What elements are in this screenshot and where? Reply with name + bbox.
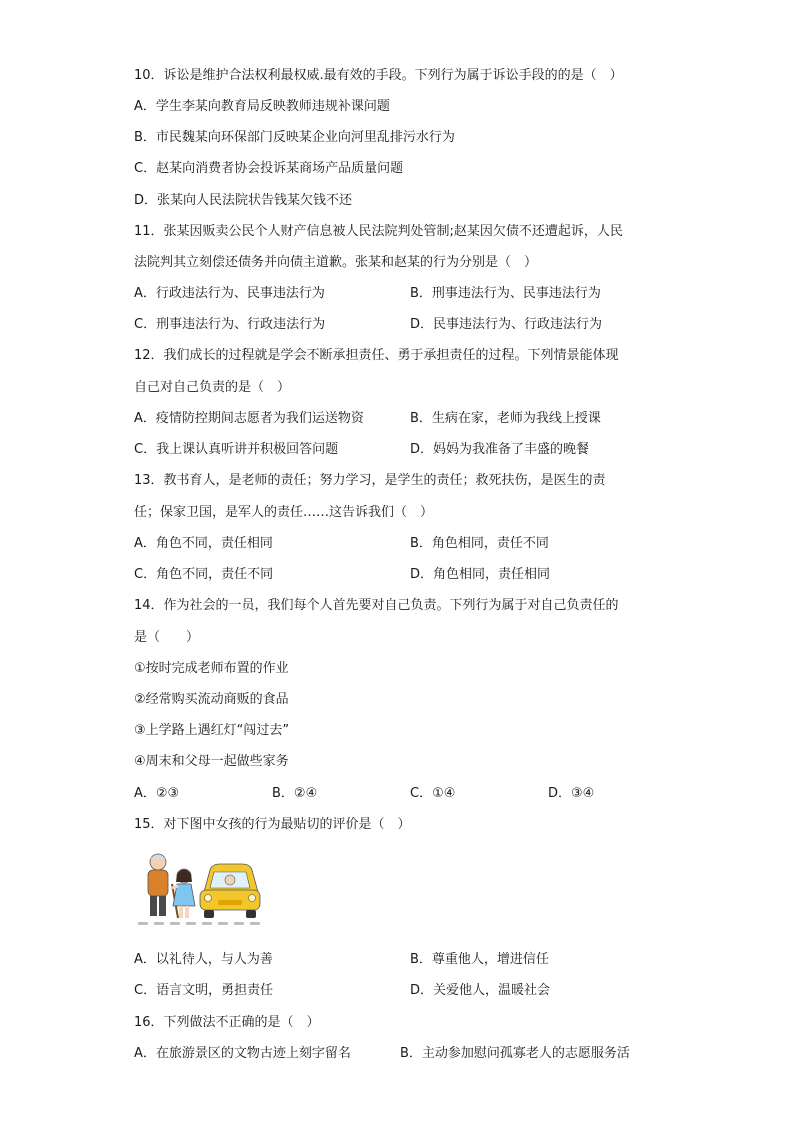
- question-12-stem-line-1: 12．我们成长的过程就是学会不断承担责任、勇于承担责任的过程。下列情景能体现: [134, 348, 619, 363]
- question-11-stem-line-1: 11．张某因贩卖公民个人财产信息被人民法院判处管制;赵某因欠债不还遭起诉，人民: [134, 224, 623, 239]
- question-11-stem-line-2: 法院判其立刻偿还债务并向债主道歉。张某和赵某的行为分别是（ ）: [134, 255, 538, 270]
- question-14-item-1: ①按时完成老师布置的作业: [134, 661, 289, 676]
- question-10-option-b: B．市民魏某向环保部门反映某企业向河里乱排污水行为: [134, 130, 455, 145]
- question-15-option-d: D．关爱他人，温暖社会: [410, 983, 551, 998]
- question-13-option-b: B．角色相同，责任不同: [410, 536, 549, 551]
- question-10-option-a: A．学生李某向教育局反映教师违规补课问题: [134, 99, 390, 114]
- question-12-option-d: D．妈妈为我准备了丰盛的晚餐: [410, 442, 590, 457]
- question-12-stem-line-2: 自己对自己负责的是（ ）: [134, 380, 291, 395]
- question-10-option-d: D．张某向人民法院状告钱某欠钱不还: [134, 193, 353, 208]
- question-12-option-c: C．我上课认真听讲并积极回答问题: [134, 442, 339, 457]
- question-13-option-d: D．角色相同，责任相同: [410, 567, 551, 582]
- question-11-option-c: C．刑事违法行为、行政违法行为: [134, 317, 326, 332]
- question-14-option-d: D．③④: [548, 786, 595, 801]
- question-14-option-a: A．②③: [134, 786, 180, 801]
- question-14-item-2: ②经常购买流动商贩的食品: [134, 692, 289, 707]
- question-14-item-4: ④周末和父母一起做些家务: [134, 754, 289, 769]
- question-13-option-a: A．角色不同，责任相同: [134, 536, 273, 551]
- question-16-stem: 16．下列做法不正确的是（ ）: [134, 1015, 320, 1030]
- question-12-option-a: A．疫情防控期间志愿者为我们运送物资: [134, 411, 364, 426]
- question-16-option-b: B．主动参加慰问孤寡老人的志愿服务活: [400, 1046, 630, 1061]
- question-16-option-a: A．在旅游景区的文物古迹上刻字留名: [134, 1046, 351, 1061]
- question-11-option-b: B．刑事违法行为、民事违法行为: [410, 286, 601, 301]
- question-15-stem: 15．对下图中女孩的行为最贴切的评价是（ ）: [134, 817, 411, 832]
- question-15-option-c: C．语言文明，勇担责任: [134, 983, 274, 998]
- question-15-option-b: B．尊重他人，增进信任: [410, 952, 549, 967]
- question-15-option-a: A．以礼待人，与人为善: [134, 952, 273, 967]
- question-11-option-d: D．民事违法行为、行政违法行为: [410, 317, 603, 332]
- question-11-option-a: A．行政违法行为、民事违法行为: [134, 286, 325, 301]
- girl-helping-elder-illustration: [134, 850, 262, 932]
- question-14-option-c: C．①④: [410, 786, 456, 801]
- question-14-option-b: B．②④: [272, 786, 318, 801]
- question-12-option-b: B．生病在家，老师为我线上授课: [410, 411, 601, 426]
- question-13-option-c: C．角色不同，责任不同: [134, 567, 274, 582]
- question-13-stem-line-2: 任；保家卫国，是军人的责任……这告诉我们（ ）: [134, 505, 434, 520]
- question-10-option-c: C．赵某向消费者协会投诉某商场产品质量问题: [134, 161, 404, 176]
- question-14-item-3: ③上学路上遇红灯“闯过去”: [134, 723, 290, 738]
- question-14-stem-line-2: 是（ ）: [134, 630, 200, 645]
- question-10-stem: 10．诉讼是维护合法权利最权威.最有效的手段。下列行为属于诉讼手段的的是（ ）: [134, 68, 623, 83]
- question-14-stem-line-1: 14．作为社会的一员，我们每个人首先要对自己负责。下列行为属于对自己负责任的: [134, 598, 619, 613]
- question-13-stem-line-1: 13．教书育人，是老师的责任；努力学习，是学生的责任；救死扶伤，是医生的责: [134, 473, 606, 488]
